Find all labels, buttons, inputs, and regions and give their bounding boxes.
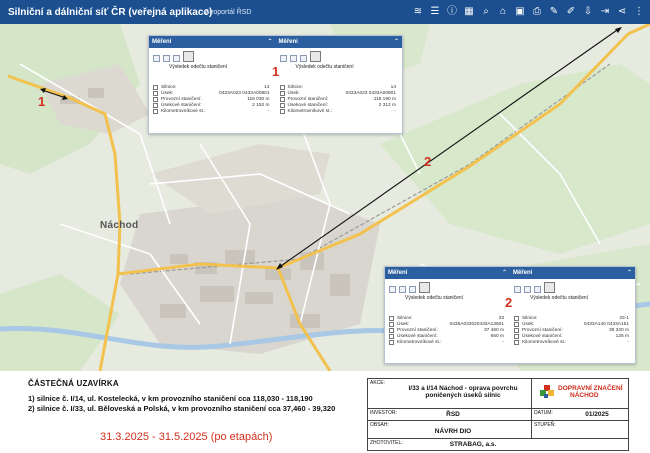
row-checkbox[interactable] (153, 91, 158, 96)
result-row: Kilometrovníkové st.: - (514, 339, 632, 345)
panel-header[interactable]: Měření ⌃ (149, 36, 276, 48)
stationing-tool-icon[interactable] (419, 282, 430, 293)
row-checkbox[interactable] (280, 91, 285, 96)
result-row: Kilometrovníkové st.: - (153, 108, 273, 114)
result-row: Silnice: 33 (389, 315, 507, 321)
ruler-icon[interactable]: ✎ (549, 6, 559, 17)
measurement-column (149, 48, 276, 114)
point-tool-icon[interactable] (514, 286, 521, 293)
point-tool-icon[interactable] (389, 286, 396, 293)
result-row: Provozní staničení: 118 030 m (153, 96, 273, 102)
logo-icon (540, 385, 554, 399)
town-label: Náchod (100, 220, 139, 231)
row-checkbox[interactable] (153, 85, 158, 90)
zhotovitel-cell: ZHOTOVITEL: STRABAG, a.s. (370, 440, 497, 448)
bookmark-icon[interactable]: ▣ (515, 6, 525, 17)
result-row: Úsek: 0433A023 0433A00801 (153, 90, 273, 96)
panel-number: 1 (272, 64, 280, 79)
result-row: Úsekové staničení: 2 312 m (280, 102, 400, 108)
result-row: Úsekové staničení: 660 m (389, 333, 507, 339)
layers-icon[interactable]: ≋ (413, 6, 423, 17)
point-tool-icon[interactable] (280, 55, 287, 62)
area-tool-icon[interactable] (534, 286, 541, 293)
stationing-tool-icon[interactable] (310, 51, 321, 62)
row-checkbox[interactable] (280, 85, 285, 90)
panel-header[interactable]: Měření ⌃ (510, 267, 635, 279)
row-checkbox[interactable] (389, 316, 394, 321)
result-row: Úsek: 0435A033020433A13501 (389, 321, 507, 327)
row-checkbox[interactable] (389, 328, 394, 333)
closure-heading: ČÁSTEČNÁ UZAVÍRKA (28, 379, 119, 388)
exit-icon[interactable]: ⇥ (600, 6, 610, 17)
result-row: Úsek: 0433A023 0433A00801 (280, 90, 400, 96)
collapse-icon[interactable]: ⌃ (267, 39, 273, 45)
measurement-column (276, 48, 403, 114)
measurement-panel-2 (384, 266, 636, 364)
line-tool-icon[interactable] (163, 55, 170, 62)
row-checkbox[interactable] (389, 340, 394, 345)
line-tool-icon[interactable] (399, 286, 406, 293)
result-row: Úsek: 0433A140 0433A151 (514, 321, 632, 327)
result-row: Úsekové staničení: 125 m (514, 333, 632, 339)
title-block (367, 378, 629, 451)
obsah-cell: OBSAH: NÁVRH DIO (368, 421, 532, 439)
investor-cell: INVESTOR: ŘSD (368, 409, 532, 421)
stationing-tool-icon[interactable] (183, 51, 194, 62)
share-icon[interactable]: ⋖ (617, 6, 627, 17)
document-footer (0, 371, 650, 453)
edit-icon[interactable]: ✐ (566, 6, 576, 17)
closure-line-2: 2) silnice č. I/33, ul. Běloveská a Polská, v km provozního staničení cca 37,460 - 39,320 (28, 404, 336, 413)
row-checkbox[interactable] (153, 109, 158, 114)
panel-header[interactable]: Měření ⌃ (385, 267, 510, 279)
app-header (0, 0, 650, 24)
home-icon[interactable]: ⌂ (499, 6, 507, 17)
stupen-cell: STUPEŇ: (532, 421, 629, 439)
measurement-column (385, 279, 513, 345)
result-row: Provozní staničení: 118 190 m (280, 96, 400, 102)
stationing-tool-icon[interactable] (544, 282, 555, 293)
print-icon[interactable]: ⎙ (533, 6, 541, 17)
result-row: Úsekové staničení: 2 152 m (153, 102, 273, 108)
app-title: Silniční a dálniční síť ČR (veřejná aplikace) (8, 6, 213, 18)
akce-cell: AKCE: I/33 a I/14 Náchod - oprava povrchu poničených úseků silnic (368, 379, 532, 409)
search-icon[interactable]: ⌕ (483, 6, 489, 17)
row-checkbox[interactable] (514, 328, 519, 333)
row-checkbox[interactable] (514, 322, 519, 327)
closure-description (28, 379, 335, 413)
map-view[interactable] (0, 24, 650, 371)
row-checkbox[interactable] (514, 334, 519, 339)
company-logo: DOPRAVNÍ ZNAČENÍ NÁCHOD (540, 385, 623, 399)
result-row: Kilometrovníkové st.: - (389, 339, 507, 345)
row-checkbox[interactable] (153, 103, 158, 108)
row-checkbox[interactable] (389, 334, 394, 339)
line-tool-icon[interactable] (290, 55, 297, 62)
result-row: Provozní staničení: 39 320 m (514, 327, 632, 333)
result-label: Výsledek odečtu staničení (530, 295, 589, 301)
collapse-icon[interactable]: ⌃ (393, 39, 399, 45)
row-checkbox[interactable] (280, 97, 285, 102)
section-marker-2: 2 (424, 154, 432, 169)
area-tool-icon[interactable] (300, 55, 307, 62)
measurement-column (510, 279, 635, 345)
result-label: Výsledek odečtu staničení (405, 295, 464, 301)
area-tool-icon[interactable] (409, 286, 416, 293)
result-row: Silnice: 14 (153, 84, 273, 90)
measurement-panel-1 (148, 35, 403, 134)
panel-header-bar (385, 267, 635, 279)
line-tool-icon[interactable] (524, 286, 531, 293)
collapse-icon[interactable]: ⌃ (626, 270, 632, 276)
result-row: Kilometrovníkové st.: - (280, 108, 400, 114)
row-checkbox[interactable] (389, 322, 394, 327)
panel-number: 2 (505, 295, 513, 310)
row-checkbox[interactable] (514, 316, 519, 321)
info-icon[interactable]: ⓘ (447, 6, 457, 17)
area-tool-icon[interactable] (173, 55, 180, 62)
result-label: Výsledek odečtu staničení (169, 64, 228, 70)
closure-line-1: 1) silnice č. I/14, ul. Kostelecká, v km provozního staničení cca 118,030 - 118,190 (28, 394, 313, 403)
result-label: Výsledek odečtu staničení (295, 64, 354, 70)
result-row: Provozní staničení: 37 460 m (389, 327, 507, 333)
menu-icon[interactable]: ⋮ (634, 6, 644, 17)
datum-cell: DATUM: 01/2025 (532, 409, 629, 421)
row-checkbox[interactable] (280, 109, 285, 114)
list-icon[interactable]: ☰ (430, 6, 440, 17)
closure-dates: 31.3.2025 - 31.5.2025 (po etapách) (100, 431, 273, 443)
panel-header-bar (149, 36, 402, 48)
collapse-icon[interactable]: ⌃ (501, 270, 507, 276)
result-row: Silnice: 33-1 (514, 315, 632, 321)
result-row: Silnice: 14 (280, 84, 400, 90)
point-tool-icon[interactable] (153, 55, 160, 62)
row-checkbox[interactable] (153, 97, 158, 102)
akce-value: I/33 a I/14 Náchod - oprava povrchu poničených úseků silnic (408, 385, 518, 399)
table-icon[interactable]: ▦ (464, 6, 474, 17)
toolbar (411, 4, 646, 19)
download-icon[interactable]: ⇩ (583, 6, 593, 17)
section-marker-1: 1 (38, 94, 46, 109)
panel-header[interactable]: Měření ⌃ (276, 36, 403, 48)
logo-cell (532, 379, 629, 409)
row-checkbox[interactable] (280, 103, 285, 108)
portal-label: Geoportál ŘSD (204, 8, 252, 16)
row-checkbox[interactable] (514, 340, 519, 345)
